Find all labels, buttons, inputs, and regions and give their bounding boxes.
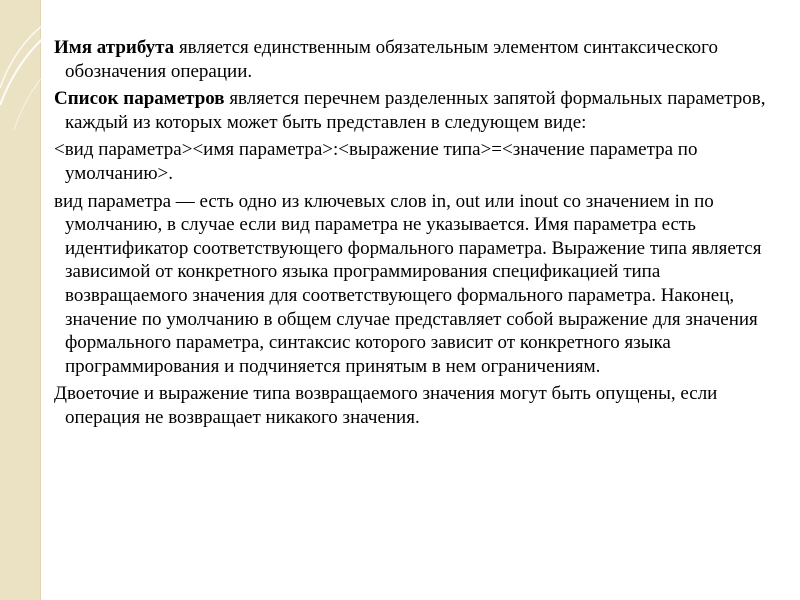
paragraph-parameter-syntax [54, 138, 782, 185]
slide-text-body [54, 36, 782, 434]
paragraph-text: Двоеточие и выражение типа возвращаемого значения могут быть опущены, если операция не возвращает никакого значения. [54, 383, 718, 428]
paragraph-colon-type [54, 382, 782, 429]
term-attribute-name: Имя атрибута [54, 37, 175, 58]
term-parameter-list: Список параметров [54, 88, 225, 110]
paragraph-text: является перечнем разделенных запятой формальных параметров, каждый из которых может быть представлен в следующем виде: [65, 88, 766, 133]
paragraph-text: <вид параметра><имя параметра>:<выражение типа>=<значение параметра по умолчанию>. [54, 139, 698, 184]
paragraph-parameter-list [54, 87, 782, 134]
paragraph-parameter-kind [54, 190, 782, 379]
paragraph-text: вид параметра — есть одно из ключевых слов in, out или inout со значением in по умолчанию, в случае если вид параметра не указывается. Имя параметра есть идентификатор соответствующего формального параметра. Выражение типа является зависимой от конкретного языка программирования спецификацией типа возвращаемого значения для соответствующего формального параметра. Наконец, значение по умолчанию в общем случае представляет собой выражение для значения формального параметра, синтаксис которого зависит от конкретного языка программирования и подчиняется принятым в нем ограничениям. [54, 190, 762, 377]
paragraph-text: является единственным обязательным элементом синтаксического обозначения операции. [65, 37, 718, 82]
paragraph-attribute-name [54, 36, 782, 83]
